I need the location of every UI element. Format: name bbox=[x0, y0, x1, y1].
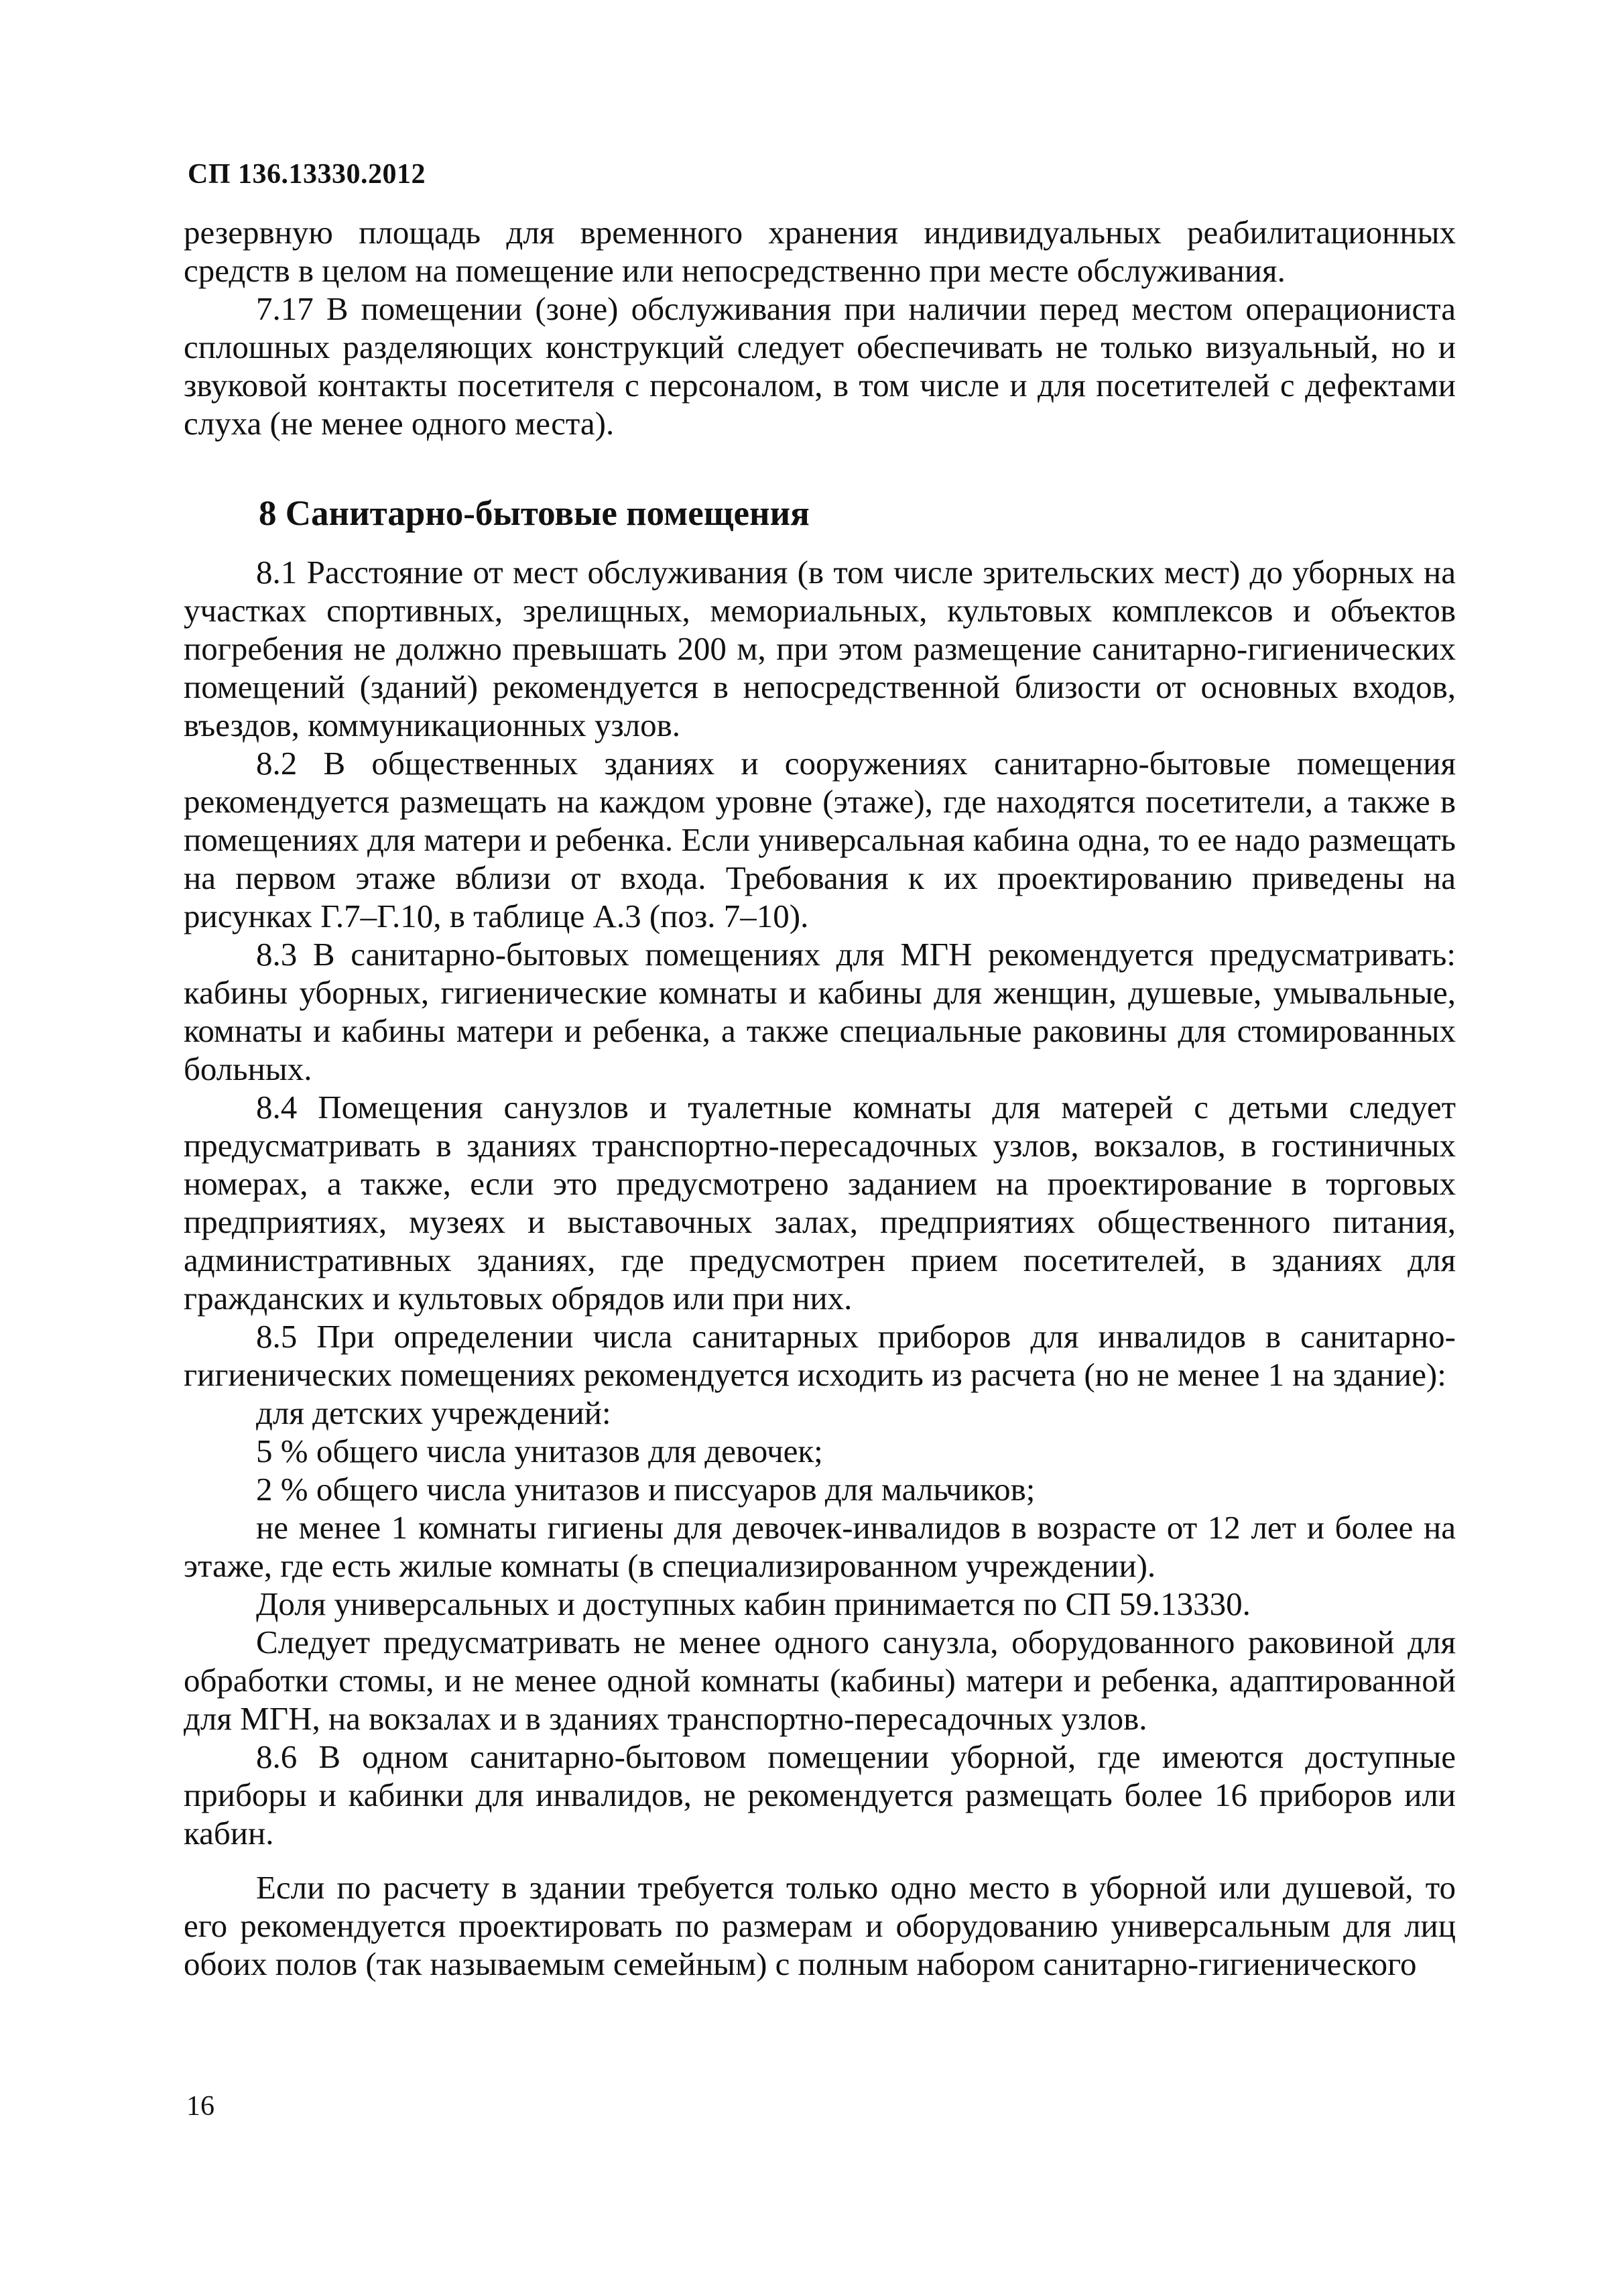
paragraph-reserve-area: резервную площадь для временного хранения индивидуальных реабилитационных средств в целом на помещение или непосредственно при месте обслуживания. bbox=[184, 214, 1456, 289]
paragraph-8-3: 8.3 В санитарно-бытовых помещениях для МГН рекомендуется предусматривать: кабины уборных, гигиенические комнаты и кабины для женщин, душевые, умывальные, комнаты и кабины матери и ребенка, а также специальные раковины для стомированных больных. bbox=[184, 936, 1456, 1087]
list-item-hygiene-room: не менее 1 комнаты гигиены для девочек-инвалидов в возрасте от 12 лет и более на этаже, где есть жилые комнаты (в специализированном учреждении). bbox=[184, 1509, 1456, 1584]
paragraph-8-4: 8.4 Помещения санузлов и туалетные комнаты для матерей с детьми следует предусматривать в зданиях транспортно-пересадочных узлов, вокзалов, в гостиничных номерах, а также, если это предусмотрено заданием на проектирование в торговых предприятиях, музеях и выставочных залах, предприятиях общественного питания, административных зданиях, где предусмотрен прием посетителей, в зданиях для гражданских и культовых обрядов или при них. bbox=[184, 1089, 1456, 1317]
paragraph-8-1: 8.1 Расстояние от мест обслуживания (в том числе зрительских мест) до уборных на участках спортивных, зрелищных, мемориальных, культовых комплексов и объектов погребения не должно превышать 200 м, при этом размещение санитарно-гигиенических помещений (зданий) рекомендуется в непосредственной близости от основных входов, въездов, коммуникационных узлов. bbox=[184, 554, 1456, 743]
paragraph-8-2: 8.2 В общественных зданиях и сооружениях санитарно-бытовые помещения рекомендуется размещать на каждом уровне (этаже), где находятся посетители, а также в помещениях для матери и ребенка. Если универсальная кабина одна, то ее надо размещать на первом этаже вблизи от входа. Требования к их проектированию приведены на рисунках Г.7–Г.10, в таблице А.3 (поз. 7–10). bbox=[184, 745, 1456, 934]
paragraph-8-6: 8.6 В одном санитарно-бытовом помещении уборной, где имеются доступные приборы и кабинки для инвалидов, не рекомендуется размещать более 16 приборов или кабин. bbox=[184, 1738, 1456, 1852]
list-item-children-institutions: для детских учреждений: bbox=[256, 1394, 611, 1431]
paragraph-8-5: 8.5 При определении числа санитарных приборов для инвалидов в санитарно-гигиенических помещениях рекомендуется исходить из расчета (но не менее 1 на здание): bbox=[184, 1318, 1456, 1393]
paragraph-universal-cabins-share: Доля универсальных и доступных кабин принимается по СП 59.13330. bbox=[256, 1585, 1251, 1622]
list-item-boys-toilets: 2 % общего числа унитазов и писсуаров для мальчиков; bbox=[256, 1471, 1036, 1508]
paragraph-single-place-family: Если по расчету в здании требуется только одно место в уборной или душевой, то его рекомендуется проектировать по размерам и оборудованию универсальным для лиц обоих полов (так называемым семейным) с полным набором санитарно-гигиенического bbox=[184, 1869, 1456, 1982]
document-body bbox=[184, 213, 1456, 1983]
section-8-heading: 8 Санитарно-бытовые помещения bbox=[259, 494, 810, 533]
paragraph-stoma-sanitary-unit: Следует предусматривать не менее одного санузла, оборудованного раковиной для обработки стомы, и не менее одной комнаты (кабины) матери и ребенка, адаптированной для МГН, на вокзалах и в зданиях транспортно-пересадочных узлов. bbox=[184, 1624, 1456, 1737]
page-number: 16 bbox=[186, 2091, 214, 2122]
list-item-girls-toilets: 5 % общего числа унитазов для девочек; bbox=[256, 1433, 823, 1469]
paragraph-7-17: 7.17 В помещении (зоне) обслуживания при наличии перед местом операциониста сплошных разделяющих конструкций следует обеспечивать не только визуальный, но и звуковой контакты посетителя с персоналом, в том числе и для посетителей с дефектами слуха (не менее одного места). bbox=[184, 290, 1456, 442]
document-code-header: СП 136.13330.2012 bbox=[188, 159, 426, 190]
